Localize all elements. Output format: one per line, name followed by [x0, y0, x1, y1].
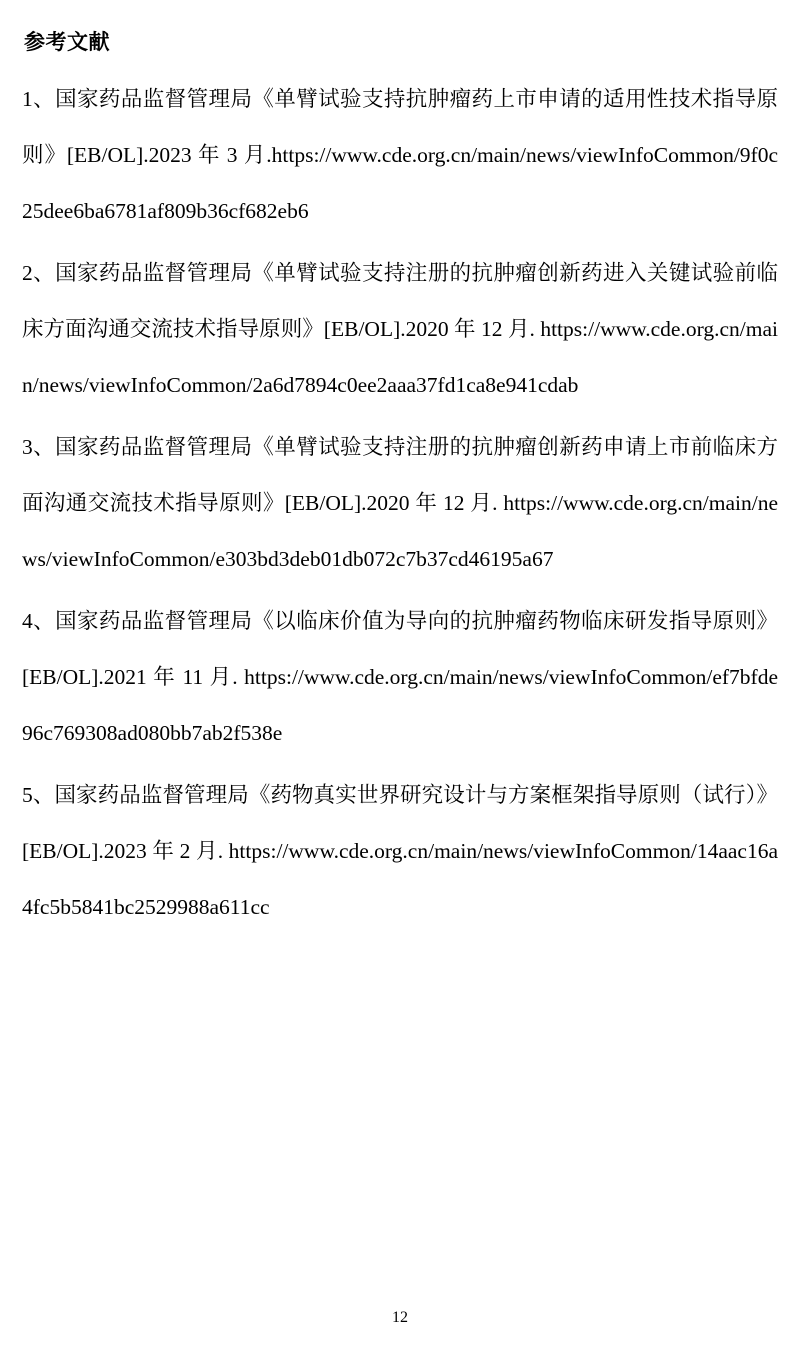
list-item: 3、国家药品监督管理局《单臂试验支持注册的抗肿瘤创新药申请上市前临床方面沟通交流技术指导原则》[EB/OL].2020 年 12 月. https://www.cde.org.cn/main/news/viewInfoCommon/e303bd3deb01db072c7b37cd46195a67 — [22, 435, 778, 572]
list-item: 2、国家药品监督管理局《单臂试验支持注册的抗肿瘤创新药进入关键试验前临床方面沟通交流技术指导原则》[EB/OL].2020 年 12 月. https://www.cde.org.cn/main/news/viewInfoCommon/2a6d7894c0ee2aaa37fd1ca8e941cdab — [22, 261, 778, 398]
list-item: 5、国家药品监督管理局《药物真实世界研究设计与方案框架指导原则（试行）》[EB/OL].2023 年 2 月. https://www.cde.org.cn/main/news/viewInfoCommon/14aac16a4fc5b5841bc2529988a611cc — [22, 783, 778, 920]
list-item: 1、国家药品监督管理局《单臂试验支持抗肿瘤药上市申请的适用性技术指导原则》[EB/OL].2023 年 3 月.https://www.cde.org.cn/main/news/viewInfoCommon/9f0c25dee6ba6781af809b36cf682eb6 — [22, 87, 778, 224]
page-number: 12 — [392, 1309, 408, 1326]
page-title: 参考文献 — [24, 30, 110, 54]
reference-list — [22, 71, 778, 935]
list-item: 4、国家药品监督管理局《以临床价值为导向的抗肿瘤药物临床研发指导原则》[EB/OL].2021 年 11 月. https://www.cde.org.cn/main/news/viewInfoCommon/ef7bfde96c769308ad080bb7ab2f538e — [22, 609, 778, 746]
